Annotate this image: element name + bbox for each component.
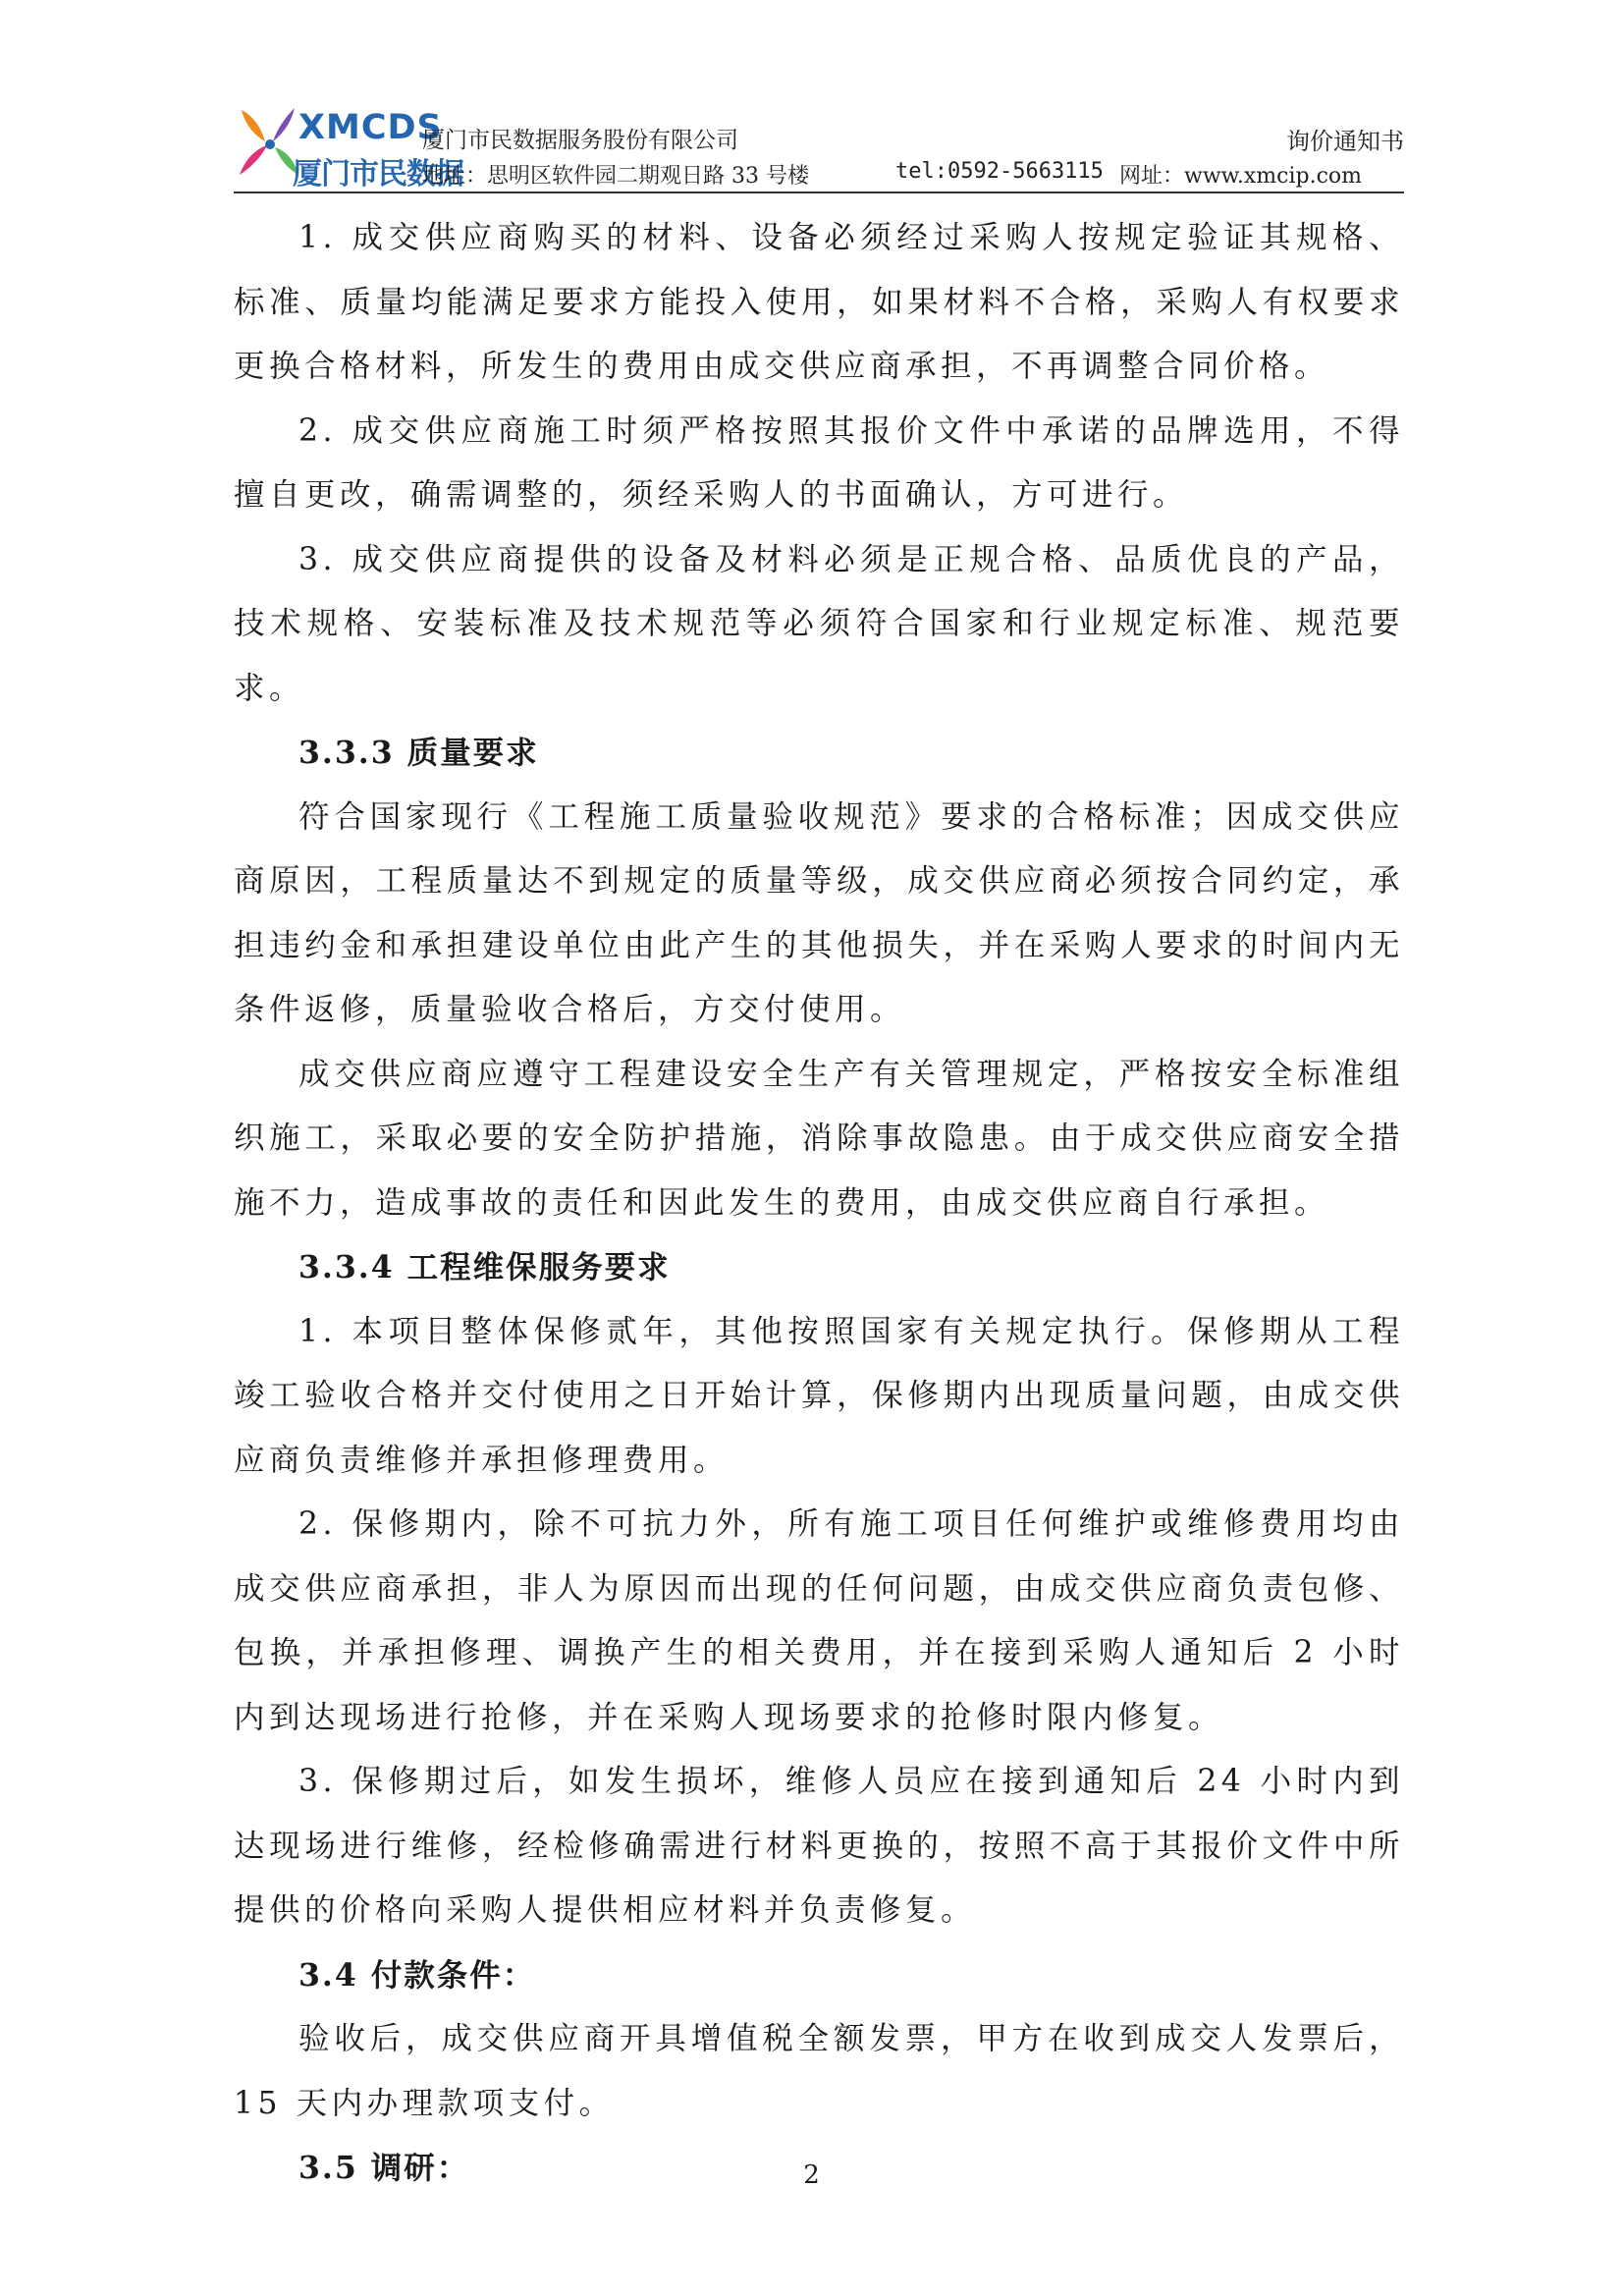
company-tel: tel:0592-5663115 [895,159,1104,184]
section-heading: 3.4 付款条件： [298,1956,536,1994]
company-logo [236,106,463,191]
logo-text-en: XMCDS [298,108,443,147]
paragraph: 1. 本项目整体保修贰年，其他按照国家有关规定执行。保修期从工程竣工验收合格并交付使用之日开始计算，保修期内出现质量问题，由成交供应商负责维修并承担修理费用。 [234,1313,1404,1478]
paragraph: 成交供应商应遵守工程建设安全生产有关管理规定，严格按安全标准组织施工，采取必要的安全防护措施，消除事故隐患。由于成交供应商安全措施不力，造成事故的责任和因此发生的费用，由成交供应商自行承担。 [234,1056,1404,1221]
page-number: 2 [803,2160,820,2190]
paragraph: 3. 成交供应商提供的设备及材料必须是正规合格、品质优良的产品，技术规格、安装标准及技术规范等必须符合国家和行业规定标准、规范要求。 [234,541,1404,706]
paragraph: 符合国家现行《工程施工质量验收规范》要求的合格标准；因成交供应商原因，工程质量达不到规定的质量等级，成交供应商必须按合同约定，承担违约金和承担建设单位由此产生的其他损失，并在采购人要求的时间内无条件返修，质量验收合格后，方交付使用。 [234,798,1404,1027]
paragraph: 2. 保修期内，除不可抗力外，所有施工项目任何维护或维修费用均由成交供应商承担，非人为原因而出现的任何问题，由成交供应商负责包修、包换，并承担修理、调换产生的相关费用，并在接到采购人通知后 2 小时内到达现场进行抢修，并在采购人现场要求的抢修时限内修复。 [234,1506,1404,1735]
section-heading: 3.3.4 工程维保服务要求 [298,1249,671,1285]
logo-text-cn: 厦门市民数据 [293,157,463,191]
header-divider [234,191,1404,193]
letterhead [236,106,1404,192]
paragraph: 2. 成交供应商施工时须严格按照其报价文件中承诺的品牌选用，不得擅自更改，确需调整的，须经采购人的书面确认，方可进行。 [234,412,1404,513]
company-name: 厦门市民数据服务股份有限公司 [422,128,738,153]
section-heading: 3.3.3 质量要求 [298,735,539,771]
paragraph: 验收后，成交供应商开具增值税全额发票，甲方在收到成交人发票后，15 天内办理款项支付。 [234,2021,1404,2121]
company-address: 地址：思明区软件园二期观日路 33 号楼 [422,164,809,189]
section-heading: 3.5 调研： [298,2150,470,2186]
company-website: 网址：www.xmcip.com [1119,164,1363,189]
paragraph: 3. 保修期过后，如发生损坏，维修人员应在接到通知后 24 小时内到达现场进行维修，经检修确需进行材料更换的，按照不高于其报价文件中所提供的价格向采购人提供相应材料并负责修复。 [234,1764,1404,1928]
document-type: 询价通知书 [1286,128,1404,155]
paragraph: 1. 成交供应商购买的材料、设备必须经过采购人按规定验证其规格、标准、质量均能满足要求方能投入使用，如果材料不合格，采购人有权要求更换合格材料，所发生的费用由成交供应商承担，不再调整合同价格。 [234,220,1404,384]
document-body [234,206,1404,2201]
